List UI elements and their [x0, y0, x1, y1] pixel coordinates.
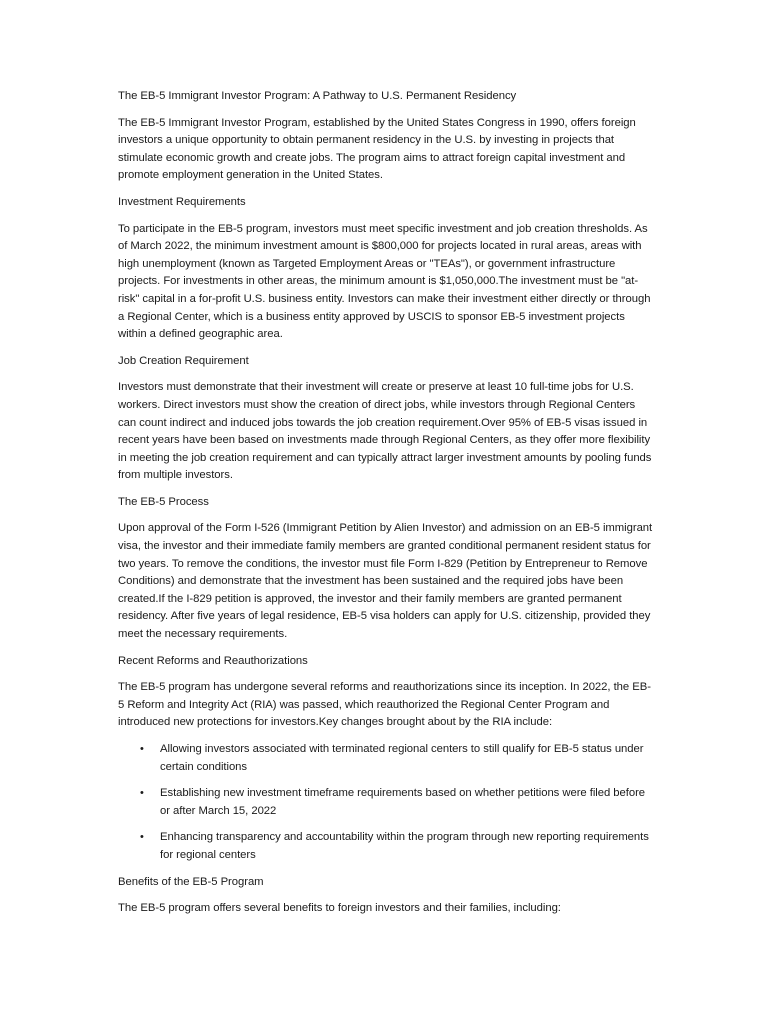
- intro-paragraph: The EB-5 Immigrant Investor Program, established by the United States Congress in 1990, offers foreign investors a unique opportunity to obtain permanent residency in the U.S. by investing in projects that stimulate economic growth and create jobs. The program aims to attract foreign capital investment and promote employment generation in the United States.: [118, 116, 636, 182]
- list-item-text: Enhancing transparency and accountability within the program through new reporting requirements for regional centers: [160, 831, 649, 861]
- document-page: [118, 88, 654, 927]
- bullet-icon: •: [140, 787, 144, 800]
- reforms-bullet-list: [118, 741, 654, 865]
- list-item: [118, 741, 654, 776]
- list-item: [118, 785, 654, 820]
- section-body-investment-requirements: To participate in the EB-5 program, investors must meet specific investment and job creation thresholds. As of March 2022, the minimum investment amount is $800,000 for projects located in rural areas, areas with high unemployment (known as Targeted Employment Areas or "TEAs"), or government infrastructure projects. For investments in other areas, the minimum amount is $1,050,000.The investment must be "at-risk" capital in a for-profit U.S. business entity. Investors can make their investment either directly or through a Regional Center, which is a business entity approved by USCIS to sponsor EB-5 investment projects within a defined geographic area.: [118, 222, 651, 341]
- bullet-icon: •: [140, 831, 144, 844]
- section-heading-eb5-process: The EB-5 Process: [118, 495, 209, 508]
- bullet-icon: •: [140, 743, 144, 755]
- list-item-text: Establishing new investment timeframe requirements based on whether petitions were filed before or after March 15, 2022: [160, 787, 646, 817]
- list-item: [118, 829, 654, 864]
- document-title: The EB-5 Immigrant Investor Program: A Pathway to U.S. Permanent Residency: [118, 90, 517, 102]
- list-item-text: Allowing investors associated with terminated regional centers to still qualify for EB-5 status under certain conditions: [160, 743, 644, 773]
- section-body-benefits: The EB-5 program offers several benefits to foreign investors and their families, including:: [118, 902, 561, 915]
- section-body-eb5-process: Upon approval of the Form I-526 (Immigrant Petition by Alien Investor) and admission on an EB-5 immigrant visa, the investor and their immediate family members are granted conditional permanent resident status for two years. To remove the conditions, the investor must file Form I-829 (Petition by Entrepreneur to Remove Conditions) and demonstrate that the investment has been sustained and the required jobs have been created.If the I-829 petition is approved, the investor and their family members are granted permanent residency. After five years of legal residence, EB-5 visa holders can apply for U.S. citizenship, provided they meet the necessary requirements.: [118, 522, 653, 641]
- section-body-job-creation: Investors must demonstrate that their investment will create or preserve at least 10 full-time jobs for U.S. workers. Direct investors must show the creation of direct jobs, while investors through Regional Centers can count indirect and induced jobs towards the job creation requirement.Over 95% of EB-5 visas issued in recent years have been based on investments made through Regional Centers, as they offer more flexibility in meeting the job creation requirement and can typically attract larger investment amounts by pooling funds from multiple investors.: [118, 381, 652, 482]
- section-body-recent-reforms: The EB-5 program has undergone several reforms and reauthorizations since its inception. In 2022, the EB-5 Reform and Integrity Act (RIA) was passed, which reauthorized the Regional Center Program and introduced new protections for investors.Key changes brought about by the RIA include:: [118, 681, 651, 729]
- section-heading-investment-requirements: Investment Requirements: [118, 195, 246, 208]
- section-heading-benefits: Benefits of the EB-5 Program: [118, 875, 264, 888]
- section-heading-job-creation: Job Creation Requirement: [118, 354, 249, 367]
- section-heading-recent-reforms: Recent Reforms and Reauthorizations: [118, 654, 308, 667]
